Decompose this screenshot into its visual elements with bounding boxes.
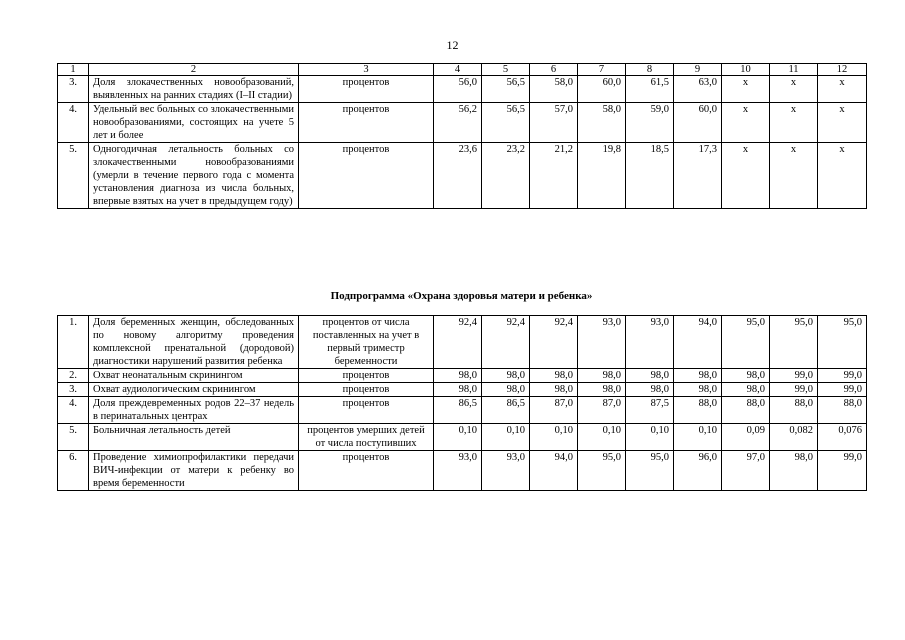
row-number: 5. (58, 424, 89, 451)
value-cell: х (818, 76, 867, 103)
value-cell: 57,0 (530, 103, 578, 143)
value-cell: 88,0 (722, 397, 770, 424)
value-cell: 23,2 (482, 143, 530, 209)
column-header: 8 (626, 64, 674, 76)
indicator-name: Доля злокачественных новообразований, выявленных на ранних стадиях (I–II стадии) (89, 76, 299, 103)
value-cell: 98,0 (434, 383, 482, 397)
value-cell: 0,10 (626, 424, 674, 451)
column-header: 4 (434, 64, 482, 76)
value-cell: х (818, 143, 867, 209)
row-number: 3. (58, 383, 89, 397)
table-row (58, 424, 867, 451)
value-cell: х (770, 76, 818, 103)
column-header: 7 (578, 64, 626, 76)
value-cell: 0,10 (434, 424, 482, 451)
value-cell: 60,0 (578, 76, 626, 103)
indicator-name: Охват аудиологическим скринингом (89, 383, 299, 397)
value-cell: х (818, 103, 867, 143)
indicator-name: Одногодичная летальность больных со злокачественными новообразованиями (умерли в течение первого года с момента установления диагноза из числа больных, впервые взятых на учет в предыдущем году) (89, 143, 299, 209)
value-cell: 19,8 (578, 143, 626, 209)
value-cell: 99,0 (818, 451, 867, 491)
value-cell: 95,0 (818, 316, 867, 369)
column-header: 5 (482, 64, 530, 76)
value-cell: 99,0 (818, 369, 867, 383)
subprogram-title: Подпрограмма «Охрана здоровья матери и ребенка» (330, 290, 593, 302)
value-cell: 88,0 (674, 397, 722, 424)
value-cell: 60,0 (674, 103, 722, 143)
value-cell: 86,5 (482, 397, 530, 424)
value-cell: 63,0 (674, 76, 722, 103)
value-cell: 98,0 (434, 369, 482, 383)
value-cell: 96,0 (674, 451, 722, 491)
value-cell: х (722, 76, 770, 103)
value-cell: 56,0 (434, 76, 482, 103)
indicator-name: Больничная летальность детей (89, 424, 299, 451)
value-cell: 88,0 (818, 397, 867, 424)
row-number: 2. (58, 369, 89, 383)
value-cell: 61,5 (626, 76, 674, 103)
row-number: 4. (58, 397, 89, 424)
row-number: 6. (58, 451, 89, 491)
value-cell: 0,09 (722, 424, 770, 451)
value-cell: 98,0 (626, 369, 674, 383)
value-cell: 93,0 (626, 316, 674, 369)
value-cell: 94,0 (530, 451, 578, 491)
column-header: 6 (530, 64, 578, 76)
unit-cell: процентов (299, 383, 434, 397)
indicator-name: Проведение химиопрофилактики передачи ВИЧ-инфекции от матери к ребенку во время беременности (89, 451, 299, 491)
unit-cell: процентов (299, 143, 434, 209)
value-cell: 0,076 (818, 424, 867, 451)
row-number: 3. (58, 76, 89, 103)
value-cell: 98,0 (722, 369, 770, 383)
value-cell: 18,5 (626, 143, 674, 209)
value-cell: 0,10 (674, 424, 722, 451)
row-number: 1. (58, 316, 89, 369)
column-header: 11 (770, 64, 818, 76)
value-cell: 58,0 (530, 76, 578, 103)
column-header: 2 (89, 64, 299, 76)
table-row (58, 397, 867, 424)
value-cell: 86,5 (434, 397, 482, 424)
unit-cell: процентов (299, 369, 434, 383)
value-cell: 88,0 (770, 397, 818, 424)
value-cell: х (770, 103, 818, 143)
column-header: 3 (299, 64, 434, 76)
row-number: 4. (58, 103, 89, 143)
value-cell: 98,0 (722, 383, 770, 397)
value-cell: 95,0 (770, 316, 818, 369)
unit-cell: процентов (299, 451, 434, 491)
value-cell: 99,0 (818, 383, 867, 397)
unit-cell: процентов (299, 76, 434, 103)
value-cell: 95,0 (578, 451, 626, 491)
value-cell: 0,10 (578, 424, 626, 451)
value-cell: 87,0 (530, 397, 578, 424)
value-cell: 0,082 (770, 424, 818, 451)
value-cell: 94,0 (674, 316, 722, 369)
value-cell: 0,10 (482, 424, 530, 451)
value-cell: 17,3 (674, 143, 722, 209)
value-cell: 98,0 (626, 383, 674, 397)
indicator-name: Охват неонатальным скринингом (89, 369, 299, 383)
column-header: 1 (58, 64, 89, 76)
row-number: 5. (58, 143, 89, 209)
unit-cell: процентов от числа поставленных на учет в первый триместр беременности (299, 316, 434, 369)
value-cell: 92,4 (530, 316, 578, 369)
value-cell: 98,0 (578, 383, 626, 397)
value-cell: х (722, 143, 770, 209)
value-cell: 98,0 (530, 369, 578, 383)
table-row (58, 369, 867, 383)
value-cell: 58,0 (578, 103, 626, 143)
value-cell: х (770, 143, 818, 209)
table-row (58, 316, 867, 369)
value-cell: 87,5 (626, 397, 674, 424)
unit-cell: процентов (299, 103, 434, 143)
value-cell: 97,0 (722, 451, 770, 491)
indicators-table-maternal-child (57, 315, 867, 491)
value-cell: 87,0 (578, 397, 626, 424)
value-cell: 59,0 (626, 103, 674, 143)
indicators-table-oncology (57, 63, 867, 209)
value-cell: 93,0 (434, 451, 482, 491)
value-cell: 23,6 (434, 143, 482, 209)
value-cell: 56,2 (434, 103, 482, 143)
table-row (58, 103, 867, 143)
value-cell: 93,0 (482, 451, 530, 491)
value-cell: х (722, 103, 770, 143)
value-cell: 56,5 (482, 76, 530, 103)
column-header: 9 (674, 64, 722, 76)
value-cell: 95,0 (626, 451, 674, 491)
indicator-name: Доля преждевременных родов 22–37 недель в перинатальных центрах (89, 397, 299, 424)
page-number: 12 (446, 38, 459, 52)
value-cell: 98,0 (530, 383, 578, 397)
unit-cell: процентов умерших детей от числа поступивших (299, 424, 434, 451)
value-cell: 98,0 (482, 369, 530, 383)
indicator-name: Удельный вес больных со злокачественными новообразованиями, состоящих на учете 5 лет и более (89, 103, 299, 143)
value-cell: 98,0 (674, 383, 722, 397)
value-cell: 21,2 (530, 143, 578, 209)
value-cell: 56,5 (482, 103, 530, 143)
value-cell: 98,0 (674, 369, 722, 383)
value-cell: 92,4 (482, 316, 530, 369)
value-cell: 99,0 (770, 369, 818, 383)
value-cell: 92,4 (434, 316, 482, 369)
value-cell: 95,0 (722, 316, 770, 369)
value-cell: 98,0 (482, 383, 530, 397)
indicator-name: Доля беременных женщин, обследованных по новому алгоритму проведения комплексной пренатальной (дородовой) диагностики нарушений развития ребенка (89, 316, 299, 369)
column-header: 10 (722, 64, 770, 76)
value-cell: 93,0 (578, 316, 626, 369)
column-header: 12 (818, 64, 867, 76)
unit-cell: процентов (299, 397, 434, 424)
value-cell: 0,10 (530, 424, 578, 451)
column-number-row (58, 64, 867, 76)
value-cell: 98,0 (578, 369, 626, 383)
table-row (58, 143, 867, 209)
value-cell: 98,0 (770, 451, 818, 491)
table-row (58, 451, 867, 491)
value-cell: 99,0 (770, 383, 818, 397)
table-row (58, 76, 867, 103)
table-row (58, 383, 867, 397)
